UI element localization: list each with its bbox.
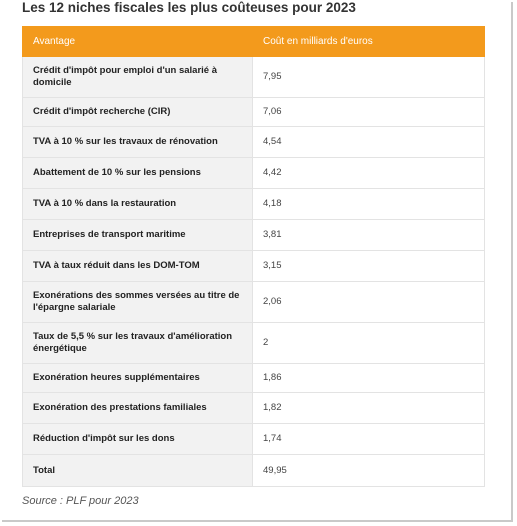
row-label: TVA à 10 % dans la restauration [23,189,253,220]
row-label: Crédit d'impôt pour emploi d'un salarié à domicile [23,57,253,98]
table-row [23,282,485,323]
source-note: Source : PLF pour 2023 [22,495,139,507]
table-row [23,364,485,393]
row-value: 7,95 [253,57,485,98]
column-header-avantage: Avantage [23,27,253,57]
table-row [23,158,485,189]
row-value: 4,54 [253,127,485,158]
row-label: Exonération heures supplémentaires [23,364,253,393]
row-value: 49,95 [253,455,485,487]
row-label: TVA à 10 % sur les travaux de rénovation [23,127,253,158]
table-row [23,424,485,455]
row-value: 2 [253,323,485,364]
row-value: 4,42 [253,158,485,189]
row-label: Abattement de 10 % sur les pensions [23,158,253,189]
table-row [23,393,485,424]
table-row [23,98,485,127]
table-row [23,127,485,158]
row-value: 3,81 [253,220,485,251]
row-label: TVA à taux réduit dans les DOM-TOM [23,251,253,282]
row-value: 4,18 [253,189,485,220]
row-label: Total [23,455,253,487]
row-label: Exonérations des sommes versées au titre de l'épargne salariale [23,282,253,323]
row-label: Entreprises de transport maritime [23,220,253,251]
table-header-row [23,27,485,57]
table-title: Les 12 niches fiscales les plus coûteuses pour 2023 [22,0,356,15]
table-row [23,189,485,220]
row-value: 7,06 [253,98,485,127]
row-value: 3,15 [253,251,485,282]
row-label: Taux de 5,5 % sur les travaux d'amélioration énergétique [23,323,253,364]
row-label: Exonération des prestations familiales [23,393,253,424]
row-value: 1,86 [253,364,485,393]
tax-niches-table [22,26,485,487]
table-body [23,57,485,487]
row-label: Réduction d'impôt sur les dons [23,424,253,455]
row-label: Crédit d'impôt recherche (CIR) [23,98,253,127]
total-row [23,455,485,487]
table-row [23,220,485,251]
table-row [23,57,485,98]
column-header-cout: Coût en milliards d'euros [253,27,485,57]
table-row [23,323,485,364]
table-row [23,251,485,282]
row-value: 1,74 [253,424,485,455]
row-value: 1,82 [253,393,485,424]
row-value: 2,06 [253,282,485,323]
